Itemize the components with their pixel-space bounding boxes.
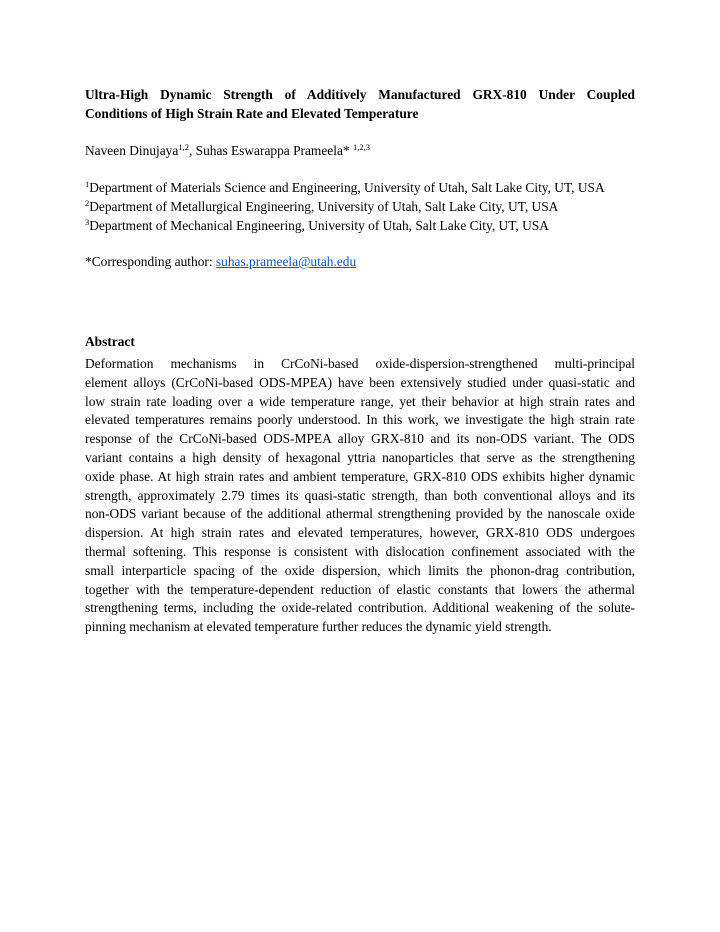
author-affiliation-marker: 1,2 bbox=[178, 142, 189, 152]
affiliation bbox=[85, 178, 605, 197]
abstract-heading: Abstract bbox=[85, 334, 135, 349]
affiliation bbox=[85, 216, 605, 235]
abstract-line: strengthening terms, including the oxide-related contribution. Additional weakening of the solute- bbox=[85, 600, 635, 616]
abstract-line: dispersion. At high strain rates and elevated temperatures, however, GRX-810 ODS undergoes bbox=[85, 525, 635, 541]
corresponding-author-label: *Corresponding author: bbox=[85, 254, 216, 269]
affiliation-text: Department of Metallurgical Engineering, University of Utah, Salt Lake City, UT, USA bbox=[89, 199, 559, 214]
author-name: Naveen Dinujaya bbox=[85, 143, 179, 158]
abstract-line: element alloys (CrCoNi-based ODS-MPEA) have been extensively studied under quasi-static and bbox=[85, 374, 635, 390]
title-line: Ultra-High Dynamic Strength of Additively Manufactured GRX-810 Under Coupled bbox=[85, 87, 635, 102]
paper-title bbox=[85, 85, 635, 123]
affiliation-marker: 1 bbox=[85, 179, 90, 189]
title-line: Conditions of High Strain Rate and Elevated Temperature bbox=[85, 106, 419, 122]
corresponding-email-link[interactable]: suhas.prameela@utah.edu bbox=[215, 254, 357, 269]
abstract-line: pinning mechanism at elevated temperature further reduces the dynamic yield strength. bbox=[85, 619, 552, 635]
affiliation-marker: 2 bbox=[85, 198, 90, 208]
affiliation bbox=[85, 197, 605, 216]
affiliation-text: Department of Mechanical Engineering, University of Utah, Salt Lake City, UT, USA bbox=[89, 218, 549, 233]
abstract-line: together with the temperature-dependent reduction of elastic constants that lowers the athermal bbox=[85, 581, 635, 597]
affiliation-marker: 3 bbox=[85, 217, 90, 227]
abstract-line: thermal softening. This response is consistent with dislocation confinement associated with the bbox=[85, 543, 635, 559]
abstract-line: low strain rate loading over a wide temperature range, yet their behavior at high strain rates and bbox=[85, 393, 635, 409]
abstract-body bbox=[85, 355, 635, 637]
author-affiliation-marker: 1,2,3 bbox=[352, 142, 370, 152]
abstract-line: non-ODS variant because of the additional athermal strengthening provided by the nanoscale oxide bbox=[85, 506, 635, 522]
abstract-line: Deformation mechanisms in CrCoNi-based oxide-dispersion-strengthened multi-principal bbox=[85, 356, 635, 371]
abstract-line: elevated temperatures remains poorly understood. In this work, we investigate the high strain rate bbox=[85, 412, 635, 428]
corresponding-author bbox=[85, 253, 356, 271]
author-list bbox=[85, 142, 370, 160]
affiliation-list bbox=[85, 178, 605, 235]
abstract-line: strength, approximately 2.79 times its quasi-static strength, than both conventional alloys and its bbox=[85, 487, 635, 503]
abstract-line: small interparticle spacing of the oxide dispersion, which limits the phonon-drag contribution, bbox=[85, 562, 635, 578]
abstract-line: response of the CrCoNi-based ODS-MPEA alloy GRX-810 and its non-ODS variant. The ODS bbox=[85, 431, 635, 447]
affiliation-text: Department of Materials Science and Engineering, University of Utah, Salt Lake City, UT, USA bbox=[89, 180, 605, 195]
abstract-line: oxide phase. At high strain rates and ambient temperature, GRX-810 ODS exhibits higher dynamic bbox=[85, 468, 635, 484]
abstract-line: variant contains a high density of hexagonal yttria nanoparticles that serve as the strengthening bbox=[85, 449, 635, 465]
author-name: Suhas Eswarappa Prameela* bbox=[195, 143, 350, 158]
author-separator: , bbox=[188, 143, 196, 158]
